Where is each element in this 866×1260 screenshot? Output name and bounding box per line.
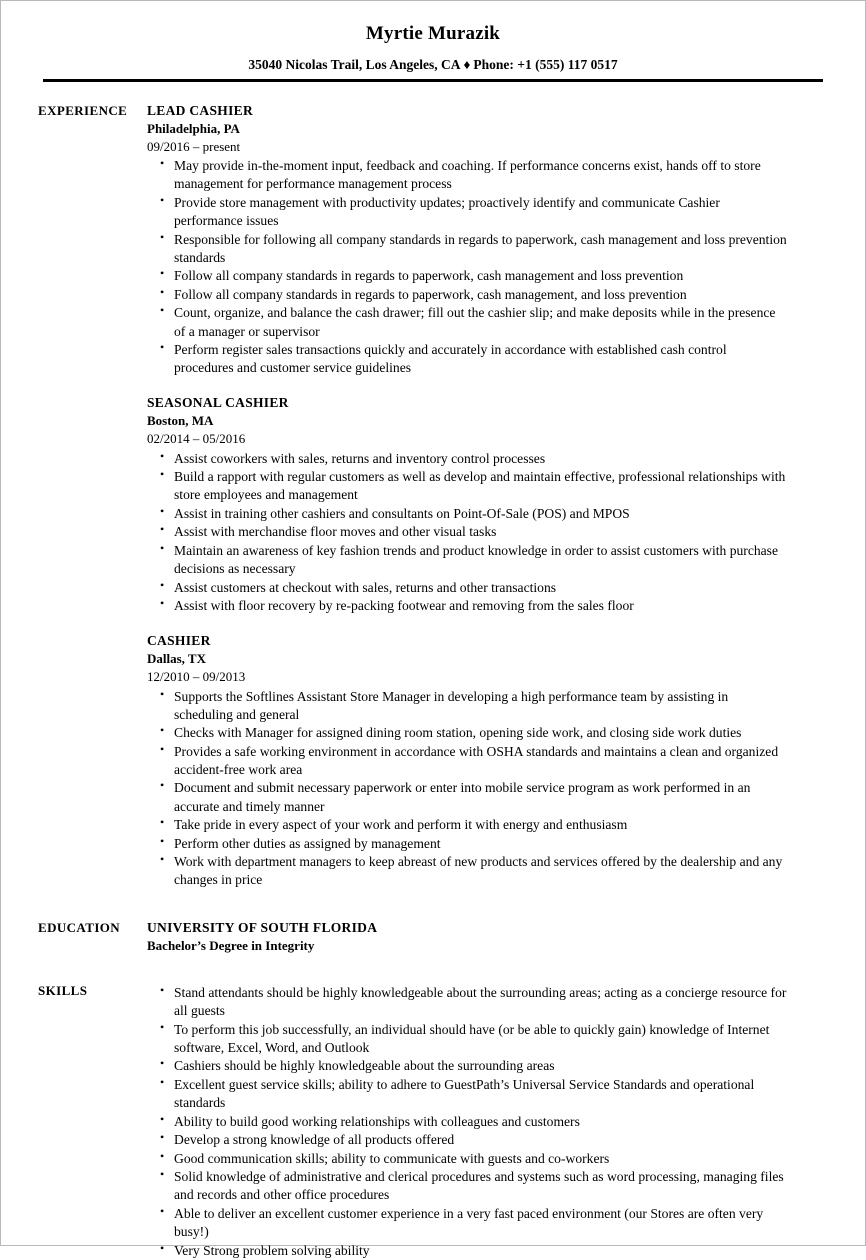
list-item: • Ability to build good working relationships with colleagues and customers	[147, 1113, 789, 1131]
experience-body	[147, 102, 843, 890]
contact-phone: Phone: +1 (555) 117 0517	[473, 56, 618, 72]
list-item: • Very Strong problem solving ability	[147, 1242, 789, 1260]
list-item: • Follow all company standards in regards to paperwork, cash management and loss prevention	[147, 267, 789, 285]
header-divider	[43, 79, 823, 82]
list-item: • Cashiers should be highly knowledgeable about the surrounding areas	[147, 1057, 789, 1075]
list-item: • Good communication skills; ability to communicate with guests and co-workers	[147, 1150, 789, 1168]
list-item: • Assist in training other cashiers and consultants on Point-Of-Sale (POS) and MPOS	[147, 505, 789, 523]
list-item: • Maintain an awareness of key fashion trends and product knowledge in order to assist customers with purchase decisions as necessary	[147, 542, 789, 578]
job-location: Dallas, TX	[147, 651, 206, 667]
contact-line	[23, 57, 843, 73]
list-item: • Assist coworkers with sales, returns and inventory control processes	[147, 450, 789, 468]
section-education	[23, 919, 843, 956]
job-bullet-list	[147, 688, 789, 890]
job-title: LEAD CASHIER	[147, 102, 253, 118]
job-title: CASHIER	[147, 633, 211, 649]
list-item: • Assist with floor recovery by re-packing footwear and removing from the sales floor	[147, 597, 789, 615]
list-item: • Assist with merchandise floor moves and other visual tasks	[147, 523, 789, 541]
list-item: • Provides a safe working environment in accordance with OSHA standards and maintains a clean and organized accident-free work area	[147, 743, 789, 779]
section-label-education: EDUCATION	[38, 919, 121, 935]
list-item: • Solid knowledge of administrative and clerical procedures and systems such as word processing, managing files and records and other office procedures	[147, 1168, 789, 1204]
section-skills	[23, 982, 843, 1260]
job-dates: 09/2016 – present	[147, 138, 241, 154]
education-degree: Bachelor’s Degree in Integrity	[147, 938, 315, 954]
list-item: • Perform other duties as assigned by management	[147, 835, 789, 853]
diamond-separator-icon: ♦	[463, 56, 471, 72]
contact-address: 35040 Nicolas Trail, Los Angeles, CA	[248, 56, 461, 72]
education-body	[147, 919, 843, 956]
experience-job	[147, 102, 789, 377]
list-item: • Count, organize, and balance the cash drawer; fill out the cashier slip; and make deposits while in the presence of a manager or supervisor	[147, 304, 789, 340]
experience-job	[147, 394, 789, 615]
resume-content	[1, 1, 865, 1258]
list-item: • Provide store management with productivity updates; proactively identify and communicate Cashier performance issues	[147, 194, 789, 230]
list-item: • Perform register sales transactions quickly and accurately in accordance with established cash control procedures and customer service guidelines	[147, 341, 789, 377]
list-item: • Build a rapport with regular customers as well as develop and maintain effective, professional relationships with store employees and management	[147, 468, 789, 504]
list-item: • Stand attendants should be highly knowledgeable about the surrounding areas; acting as a concierge resource for all guests	[147, 984, 789, 1020]
section-label-experience: EXPERIENCE	[38, 102, 128, 118]
list-item: • Follow all company standards in regards to paperwork, cash management, and loss prevention	[147, 286, 789, 304]
skills-body	[147, 982, 843, 1260]
job-location: Boston, MA	[147, 413, 214, 429]
job-location: Philadelphia, PA	[147, 121, 240, 137]
job-bullet-list	[147, 450, 789, 616]
list-item: • Take pride in every aspect of your work and perform it with energy and enthusiasm	[147, 816, 789, 834]
job-title: SEASONAL CASHIER	[147, 395, 289, 411]
resume-sections	[23, 102, 843, 1260]
list-item: • Document and submit necessary paperwork or enter into mobile service program as work performed in an accurate and timely manner	[147, 779, 789, 815]
job-dates: 12/2010 – 09/2013	[147, 669, 246, 685]
education-school: UNIVERSITY OF SOUTH FLORIDA	[147, 919, 378, 935]
job-bullet-list	[147, 157, 789, 377]
section-label-skills: SKILLS	[38, 982, 88, 998]
list-item: • To perform this job successfully, an individual should have (or be able to quickly gain) knowledge of Internet software, Excel, Word, and Outlook	[147, 1021, 789, 1057]
experience-job	[147, 632, 789, 889]
section-experience	[23, 102, 843, 890]
page-title: Myrtie Murazik	[365, 23, 501, 44]
list-item: • Checks with Manager for assigned dining room station, opening side work, and closing side work duties	[147, 724, 789, 742]
job-dates: 02/2014 – 05/2016	[147, 431, 246, 446]
list-item: • Responsible for following all company standards in regards to paperwork, cash management and loss prevention standards	[147, 231, 789, 267]
list-item: • Assist customers at checkout with sales, returns and other transactions	[147, 579, 789, 597]
list-item: • Able to deliver an excellent customer experience in a very fast paced environment (our Stores are often very busy!)	[147, 1205, 789, 1241]
list-item: • Supports the Softlines Assistant Store Manager in developing a high performance team by assisting in scheduling and general	[147, 688, 789, 724]
skills-bullet-list	[147, 984, 789, 1260]
list-item: • Develop a strong knowledge of all products offered	[147, 1131, 789, 1149]
list-item: • Work with department managers to keep abreast of new products and services offered by the dealership and any changes in price	[147, 853, 789, 889]
list-item: • May provide in-the-moment input, feedback and coaching. If performance concerns exist, hands off to store management for performance management process	[147, 157, 789, 193]
list-item: • Excellent guest service skills; ability to adhere to GuestPath’s Universal Service Standards and operational standards	[147, 1076, 789, 1112]
